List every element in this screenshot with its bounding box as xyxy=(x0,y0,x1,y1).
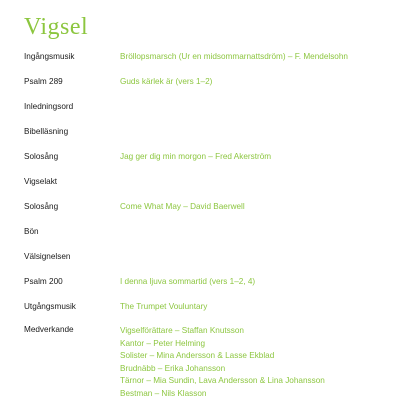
program-row-label: Vigselakt xyxy=(24,177,58,186)
program-row xyxy=(24,69,394,94)
program-list xyxy=(24,44,394,398)
credit-line: Kantor – Peter Helming xyxy=(120,338,206,348)
program-row-value: The Trumpet Vouluntary xyxy=(120,302,208,311)
credit-line: Bestman – Nils Klasson xyxy=(120,388,207,398)
credit-line: Solister – Mina Andersson & Lasse Ekblad xyxy=(120,351,275,361)
credits-label: Medverkande xyxy=(24,325,74,334)
program-row-value: I denna ljuva sommartid (vers 1–2, 4) xyxy=(120,277,256,286)
program-row xyxy=(24,244,394,269)
program-row-label: Välsignelsen xyxy=(24,252,71,261)
program-row xyxy=(24,94,394,119)
program-row xyxy=(24,194,394,219)
program-row-value: Jag ger dig min morgon – Fred Akerström xyxy=(120,152,272,161)
program-row-label: Bibelläsning xyxy=(24,127,69,136)
credit-line: Tärnor – Mia Sundin, Lava Andersson & Lina Johansson xyxy=(120,376,325,386)
program-row xyxy=(24,144,394,169)
program-row-label: Psalm 200 xyxy=(24,277,63,286)
program-row xyxy=(24,294,394,319)
program-row-value: Come What May – David Baerwell xyxy=(120,202,245,211)
program-row xyxy=(24,44,394,69)
credits-list xyxy=(120,325,325,401)
program-row-label: Solosång xyxy=(24,202,59,211)
program-row-label: Psalm 289 xyxy=(24,77,63,86)
program-row-label: Utgångsmusik xyxy=(24,302,76,311)
credit-line: Vigselförättare – Staffan Knutsson xyxy=(120,326,244,335)
program-row-label: Solosång xyxy=(24,152,59,161)
credits-row xyxy=(24,319,394,398)
program-row-label: Ingångsmusik xyxy=(24,52,75,61)
program-row xyxy=(24,169,394,194)
credit-line: Brudnäbb – Erika Johansson xyxy=(120,363,226,373)
program-row xyxy=(24,119,394,144)
program-row-value: Bröllopsmarsch (Ur en midsommarnattsdröm) – F. Mendelsohn xyxy=(120,52,348,61)
program-row-label: Inledningsord xyxy=(24,102,74,111)
program-row xyxy=(24,269,394,294)
program-row xyxy=(24,219,394,244)
program-row-label: Bön xyxy=(24,227,39,236)
program-row-value: Guds kärlek är (vers 1–2) xyxy=(120,77,213,86)
page-title: Vigsel xyxy=(24,14,89,40)
